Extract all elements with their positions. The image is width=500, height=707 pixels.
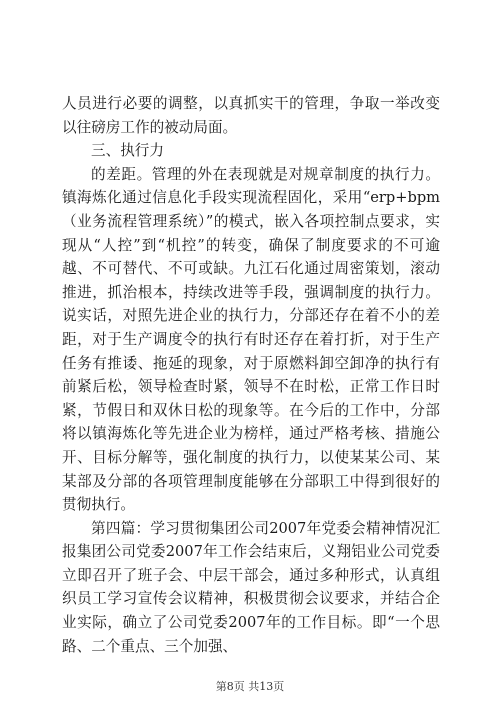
section-heading: 三、执行力 <box>91 142 164 160</box>
paragraph-chapter-four: 第四篇：学习贯彻集团公司2007年党委会精神情况汇报集团公司党委2007年工作会结束后，义翔铝业公司党委立即召开了班子会、中层干部会，通过多种形式，认真组织员工学习宣传会议精神，积极贯彻会议要求，并结合企业实际，确立了公司党委2007年的工作目标。即“一个思路、二个重点、三个加强、 <box>62 519 440 655</box>
document-body <box>62 92 440 658</box>
paragraph-execution: 的差距。管理的外在表现就是对规章制度的执行力。镇海炼化通过信息化手段实现流程固化，采用“erp+bpm（业务流程管理系统）”的模式，嵌入各项控制点要求，实现从“人控”到“机控”的转变，确保了制度要求的不可逾越、不可替代、不可或缺。九江石化通过周密策划，滚动推进，抓治根本，持续改进等手段，强调制度的执行力。说实话，对照先进企业的执行力，分部还存在着不小的差距，对于生产调度令的执行有时还存在着打折，对于生产任务有推诿、拖延的现象，对于原燃料卸空卸净的执行有前紧后松，领导检查时紧，领导不在时松，正常工作日时紧，节假日和双休日松的现象等。在今后的工作中，分部将以镇海炼化等先进企业为榜样，通过严格考核、措施公开、目标分解等，强化制度的执行力，以使某某公司、某某部及分部的各项管理制度能够在分部职工中得到很好的贯彻执行。 <box>62 165 440 514</box>
paragraph-continuation: 人员进行必要的调整，以真抓实干的管理，争取一举改变以往磅房工作的被动局面。 <box>62 95 440 136</box>
page-footer: 第8页 共13页 <box>215 680 285 693</box>
